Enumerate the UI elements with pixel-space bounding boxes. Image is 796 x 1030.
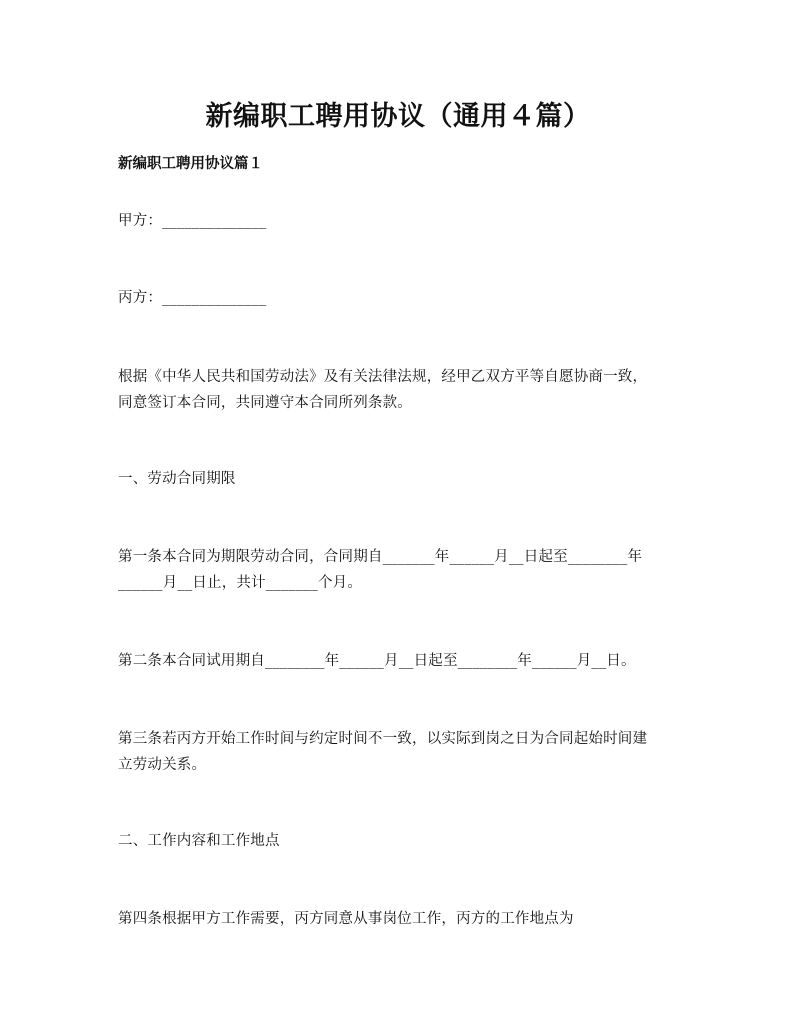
party-c-line: 丙方：______________ [118,290,267,306]
preamble-line-1: 根据《中华人民共和国劳动法》及有关法律法规，经甲乙双方平等自愿协商一致， [118,369,648,385]
preamble-line-2: 同意签订本合同，共同遵守本合同所列条款。 [118,395,412,411]
article-3-line-2: 立劳动关系。 [118,757,207,773]
document-title: 新编职工聘用协议（通用４篇） [205,101,591,132]
article-2: 第二条本合同试用期自________年______月__日起至________年______月__日。 [118,653,636,669]
article-1-line-2: ______月__日止，共计_______个月。 [118,575,363,591]
article-4: 第四条根据甲方工作需要，丙方同意从事岗位工作，丙方的工作地点为 [118,911,574,927]
article-1-line-1: 第一条本合同为期限劳动合同，合同期自_______年______月__日起至________年 [118,549,643,565]
heading-work-content: 二、工作内容和工作地点 [118,833,280,849]
heading-contract-term: 一、劳动合同期限 [118,471,236,487]
section-title: 新编职工聘用协议篇１ [118,155,263,172]
article-3-line-1: 第三条若丙方开始工作时间与约定时间不一致，以实际到岗之日为合同起始时间建 [118,731,648,747]
party-a-line: 甲方：______________ [118,213,267,229]
